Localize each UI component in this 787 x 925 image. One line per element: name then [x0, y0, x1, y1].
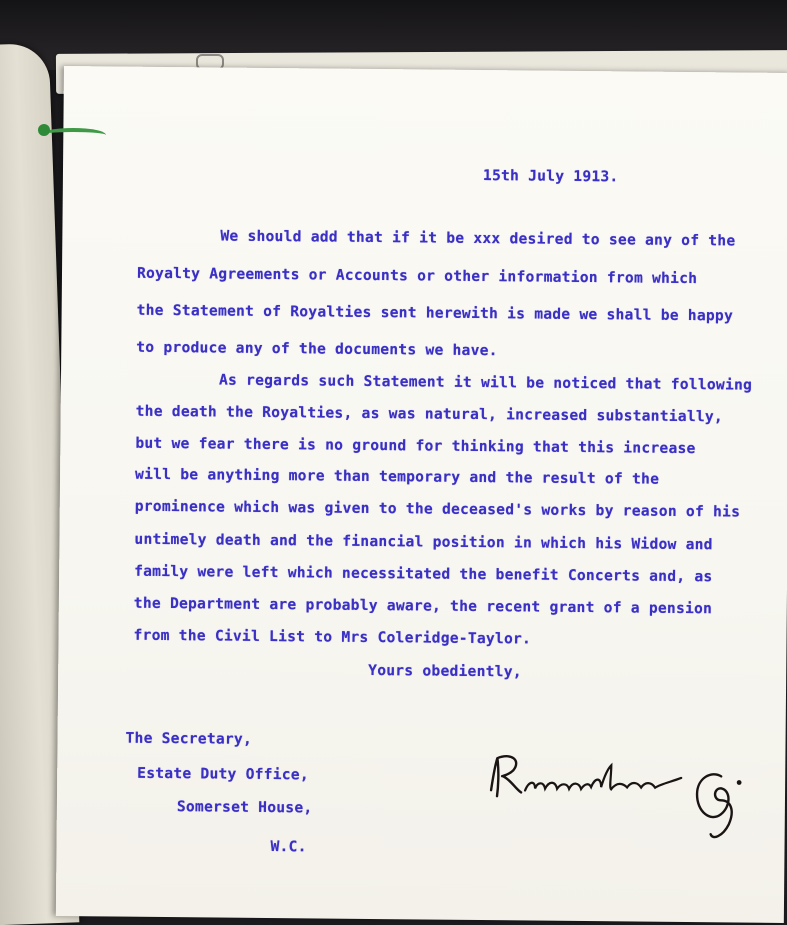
paragraph2-line: family were left which necessitated the benefit Concerts and, as [134, 562, 713, 586]
letter-page [56, 66, 787, 923]
paragraph2-line: the death the Royalties, as was natural, increased substantially, [135, 402, 724, 426]
address-line: Estate Duty Office, [137, 764, 309, 784]
paragraph2-line: prominence which was given to the deceased's works by reason of his [134, 497, 741, 521]
paragraph1-line: to produce any of the documents we have. [136, 338, 498, 360]
address-line: W.C. [270, 838, 307, 856]
address-line: The Secretary, [125, 729, 253, 748]
paragraph2-line: from the Civil List to Mrs Coleridge-Taylor. [133, 626, 532, 648]
paragraph2-line: but we fear there is no ground for thinking that this increase [135, 434, 696, 458]
handwritten-signature [485, 746, 756, 845]
paragraph1-line: Royalty Agreements or Accounts or other information from which [136, 264, 698, 288]
string-knot [38, 124, 50, 136]
address-line: Somerset House, [176, 798, 313, 817]
paragraph1-line: We should add that if it be xxx desired to see any of the [220, 227, 736, 250]
paragraph1-line: the Statement of Royalties sent herewith is made we shall be happy [136, 301, 734, 325]
paragraph2-line: untimely death and the financial position in which his Widow and [134, 530, 713, 554]
letter-date: 15th July 1913. [482, 167, 619, 186]
closing: Yours obediently, [368, 661, 522, 681]
paragraph2-line: As regards such Statement it will be noticed that following [218, 371, 753, 394]
paragraph2-line: the Department are probably aware, the recent grant of a pension [133, 594, 713, 618]
paragraph2-line: will be anything more than temporary and the result of the [135, 465, 660, 488]
